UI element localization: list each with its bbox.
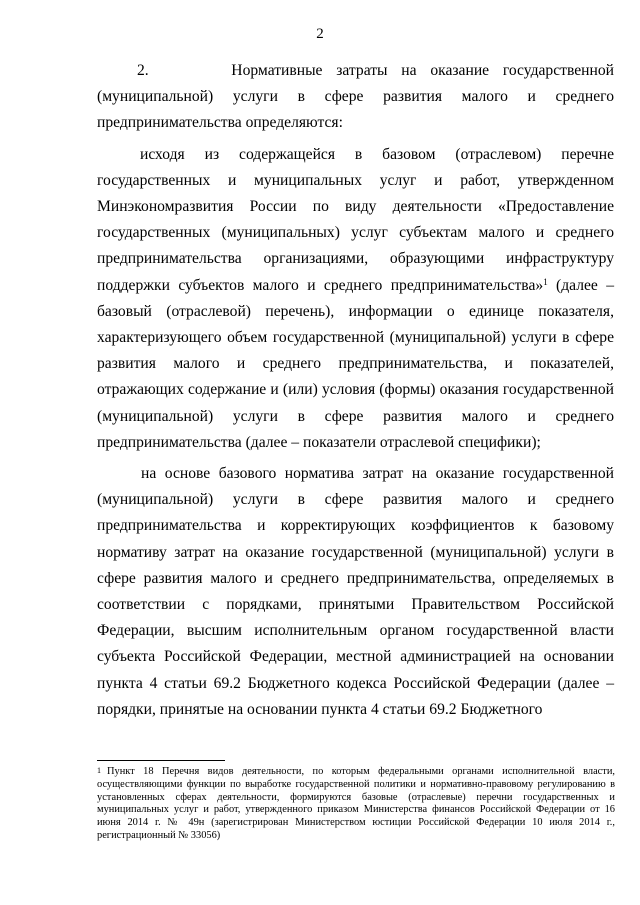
footnote-number: 1 <box>97 766 101 775</box>
document-body <box>97 58 614 723</box>
footnote <box>97 766 615 843</box>
footnote-text: Пункт 18 Перечня видов деятельности, по которым федеральными органами исполнительной власти, осуществляющими функции по выработке государственной политики и нормативно-правовому регулированию в установленных сферах деятельности, формируются базовые (отраслевые) перечни государственных и муниципальных услуг и работ, утвержденного приказом Министерства финансов Российской Федерации от 16 июня 2014 г. № 49н (зарегистрирован Министерством юстиции Российской Федерации 10 июля 2014 г., регистрационный № 33056) <box>97 766 615 841</box>
paragraph-item-2: 2. Нормативные затраты на оказание государственной (муниципальной) услуги в сфере развития малого и среднего предпринимательства определяются: <box>97 62 614 132</box>
paragraph-based-on-list <box>97 142 614 456</box>
footnote-separator <box>97 760 225 761</box>
paragraph-text-continued: (далее – базовый (отраслевой) перечень), информации о единице показателя, характеризующего объем государственной (муниципальной) услуги в сфере развития малого и среднего предпринимательства, и показателей, отражающих содержание и (или) условия (формы) оказания государственной (муниципальной) услуги в сфере развития малого и среднего предпринимательства (далее – показатели отраслевой специфики); <box>97 276 614 451</box>
page-number: 2 <box>316 26 324 42</box>
paragraph-text: исходя из содержащейся в базовом (отраслевом) перечне государственных и муниципальных услуг и работ, утвержденном Минэкономразвития России по виду деятельности «Предоставление государственных (муниципальных) услуг субъектам малого и среднего предпринимательства организациями, образующими инфраструктуру поддержки субъектов малого и среднего предпринимательства» <box>97 145 614 294</box>
footnote-reference: 1 <box>543 276 548 287</box>
paragraph-based-on-norm: на основе базового норматива затрат на оказание государственной (муниципальной) услуги в сфере развития малого и среднего предпринимательства и корректирующих коэффициентов к базовому нормативу затрат на оказание государственной (муниципальной) услуги в сфере развития малого и среднего предпринимательства, определяемых в соответствии с порядками, принятыми Правительством Российской Федерации, высшим исполнительным органом государственной власти субъекта Российской Федерации, местной администрацией на основании пункта 4 статьи 69.2 Бюджетного кодекса Российской Федерации (далее – порядки, принятые на основании пункта 4 статьи 69.2 Бюджетного <box>97 465 614 718</box>
